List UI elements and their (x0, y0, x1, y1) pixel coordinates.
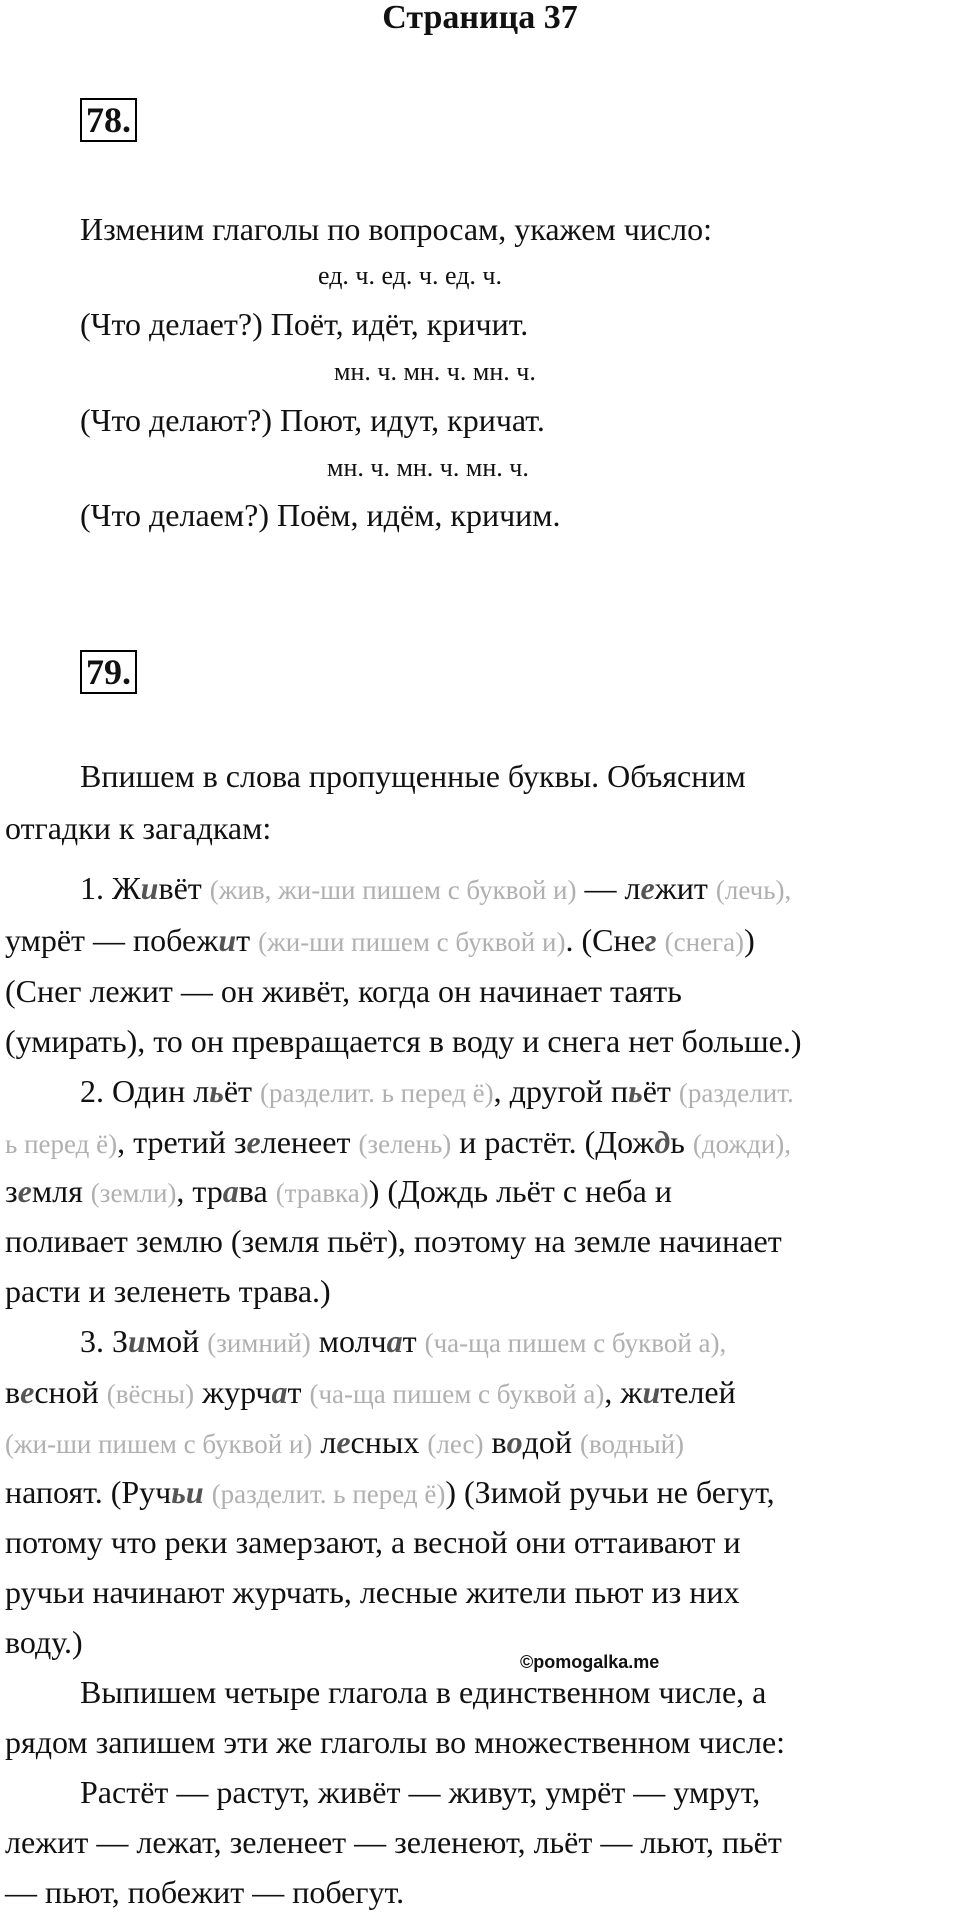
ex79-intro-1: Впишем в слова пропущенные буквы. Объясним (80, 758, 746, 794)
ex79-intro-2: отгадки к загадкам: (5, 810, 272, 846)
riddle-3-line-6: ручьи начинают журчать, лесные жители пьют из них (5, 1574, 740, 1610)
riddle-3-line-2: весной (вёсны) журчат (ча-ща пишем с буквой а), жителей (5, 1374, 736, 1410)
riddle-1-line-4: (умирать), то он превращается в воду и снега нет больше.) (5, 1023, 802, 1059)
ex78-marks-3: мн. ч. мн. ч. мн. ч. (327, 453, 529, 482)
riddle-3-line-3: (жи-ши пишем с буквой и) лесных (лес) водой (водный) (5, 1424, 685, 1460)
answer-line-2: лежит — лежат, зеленеет — зеленеют, льёт — льют, пьёт (5, 1824, 782, 1860)
task-line-1: Выпишем четыре глагола в единственном числе, а (80, 1674, 767, 1710)
ex78-marks-1: ед. ч. ед. ч. ед. ч. (318, 261, 503, 290)
exercise-79-number: 79. (80, 650, 137, 694)
riddle-1-line-2: умрёт — побежит (жи-ши пишем с буквой и). (Снег (снега)) (5, 922, 755, 958)
riddle-2-line-3: земля (земли), трава (травка)) (Дождь льёт с неба и (5, 1173, 672, 1209)
riddle-2-line-5: расти и зеленеть трава.) (5, 1273, 331, 1309)
exercise-78-number: 78. (80, 98, 137, 142)
riddle-3-line-1: 3. Зимой (зимний) молчат (ча-ща пишем с буквой а), (80, 1323, 727, 1359)
riddle-1-line-1: 1. Живёт (жив, жи-ши пишем с буквой и) — лежит (лечь), (80, 870, 792, 906)
ex78-marks-2: мн. ч. мн. ч. мн. ч. (334, 357, 536, 386)
watermark: ©pomogalka.me (520, 1652, 660, 1672)
riddle-3-line-4: напоят. (Ручьи (разделит. ь перед ё)) (Зимой ручьи не бегут, (5, 1474, 775, 1510)
answer-line-1: Растёт — растут, живёт — живут, умрёт — умрут, (80, 1774, 761, 1810)
riddle-2-line-2: ь перед ё), третий зеленеет (зелень) и растёт. (Дождь (дожди), (5, 1124, 791, 1160)
riddle-3-line-5: потому что реки замерзают, а весной они оттаивают и (5, 1524, 741, 1560)
ex78-line-2: (Что делают?) Поют, идут, кричат. (80, 402, 545, 438)
riddle-1-line-3: (Снег лежит — он живёт, когда он начинает таять (5, 973, 682, 1009)
ex78-intro: Изменим глаголы по вопросам, укажем число: (80, 211, 712, 247)
page-title: Страница 37 (382, 0, 578, 36)
task-line-2: рядом запишем эти же глаголы во множественном числе: (5, 1724, 786, 1760)
riddle-2-line-1: 2. Один льёт (разделит. ь перед ё), другой пьёт (разделит. (80, 1073, 794, 1109)
ex78-line-3: (Что делаем?) Поём, идём, кричим. (80, 497, 561, 533)
ex78-line-1: (Что делает?) Поёт, идёт, кричит. (80, 306, 529, 342)
answer-line-3: — пьют, побежит — побегут. (5, 1874, 405, 1910)
riddle-3-line-7: воду.) (5, 1624, 83, 1660)
riddle-2-line-4: поливает землю (земля пьёт), поэтому на земле начинает (5, 1223, 782, 1259)
